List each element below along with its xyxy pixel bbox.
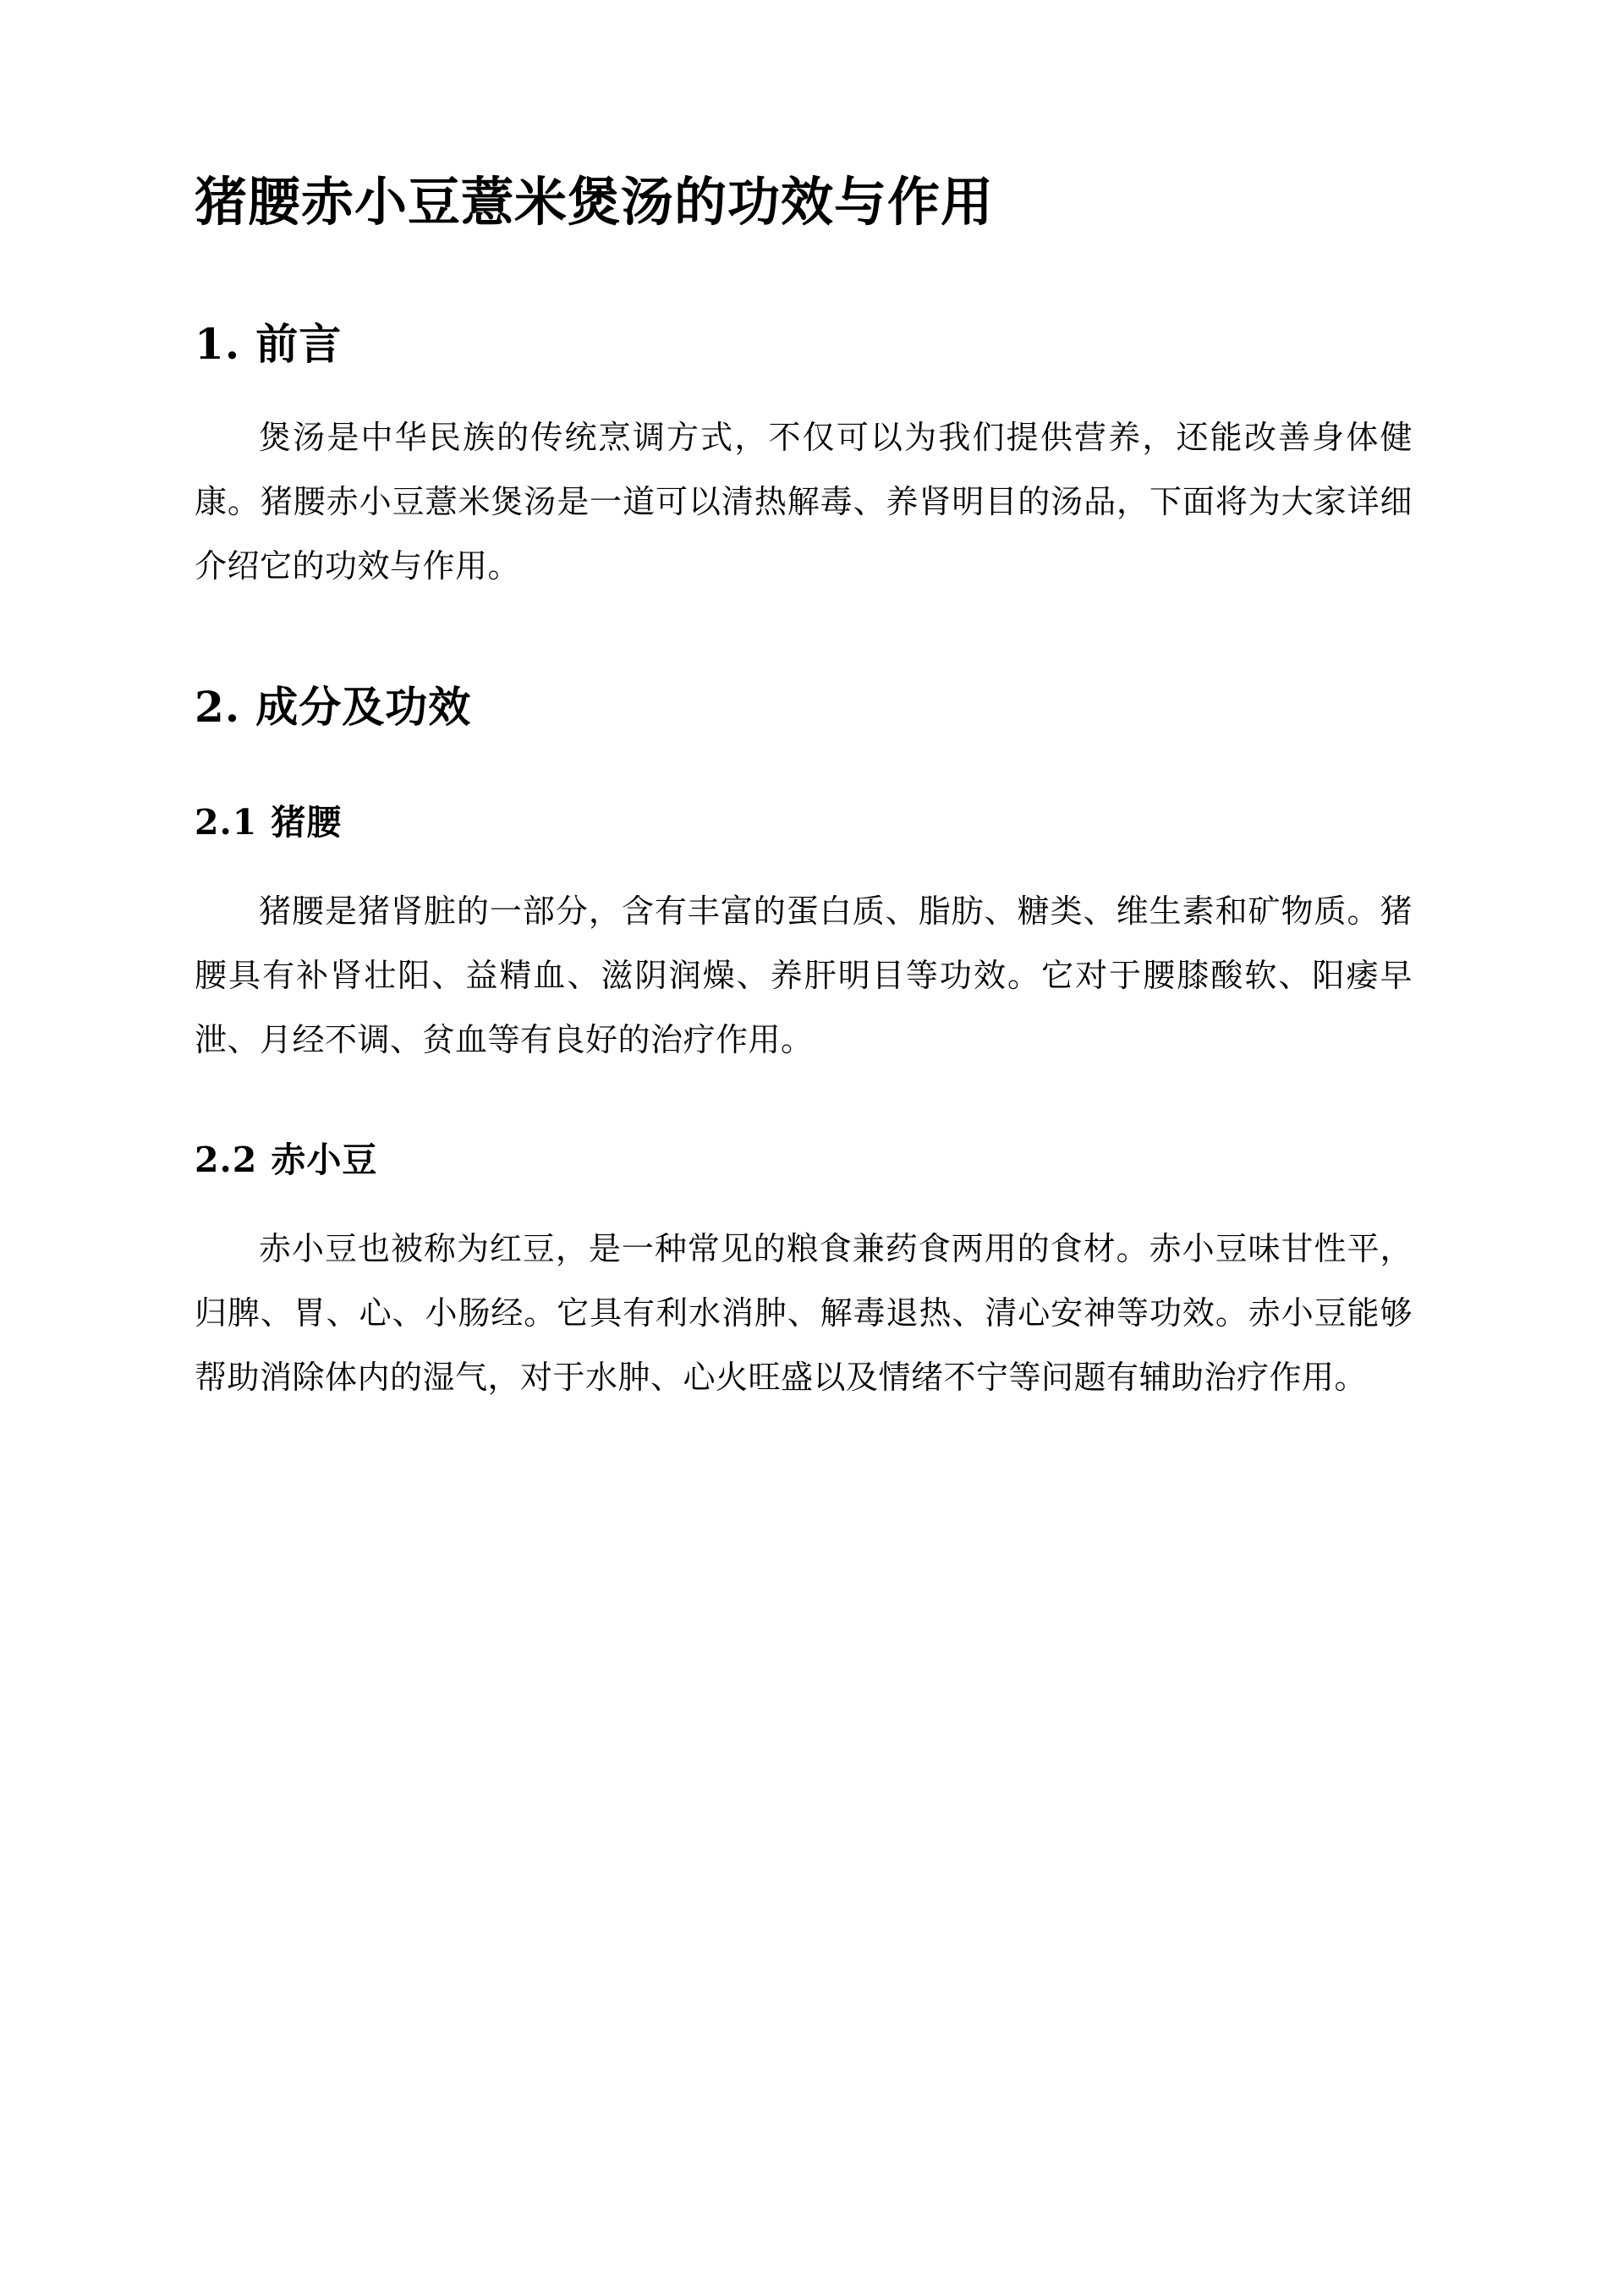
section-title-1: 前言: [255, 318, 343, 369]
subsection-heading-2-2: [195, 1138, 1413, 1183]
subsection-title-2-2: 赤小豆: [271, 1139, 378, 1180]
section-number-2: 2.: [195, 681, 241, 732]
subsection-number-2-1: 2.1: [195, 801, 258, 843]
subsection-heading-2-1: [195, 800, 1413, 845]
subsection-title-2-1: 猪腰: [271, 801, 343, 843]
section-heading-2: [195, 679, 1413, 734]
section-1-paragraph-1: 煲汤是中华民族的传统烹调方式，不仅可以为我们提供营养，还能改善身体健康。猪腰赤小豆薏米煲汤是一道可以清热解毒、养肾明目的汤品，下面将为大家详细介绍它的功效与作用。: [195, 418, 1413, 585]
page-title: 猪腰赤小豆薏米煲汤的功效与作用: [195, 171, 995, 233]
section-number-1: 1.: [195, 318, 241, 369]
subsection-2-1-paragraph-1: 猪腰是猪肾脏的一部分，含有丰富的蛋白质、脂肪、糖类、维生素和矿物质。猪腰具有补肾壮阳、益精血、滋阴润燥、养肝明目等功效。它对于腰膝酸软、阳痿早泄、月经不调、贫血等有良好的治疗作用。: [195, 892, 1413, 1058]
subsection-2-2-paragraph-1: 赤小豆也被称为红豆，是一种常见的粮食兼药食两用的食材。赤小豆味甘性平，归脾、胃、心、小肠经。它具有利水消肿、解毒退热、清心安神等功效。赤小豆能够帮助消除体内的湿气，对于水肿、心火旺盛以及情绪不宁等问题有辅助治疗作用。: [195, 1230, 1413, 1397]
section-title-2: 成分及功效: [255, 681, 472, 732]
subsection-number-2-2: 2.2: [195, 1139, 258, 1180]
section-heading-1: [195, 316, 1413, 371]
